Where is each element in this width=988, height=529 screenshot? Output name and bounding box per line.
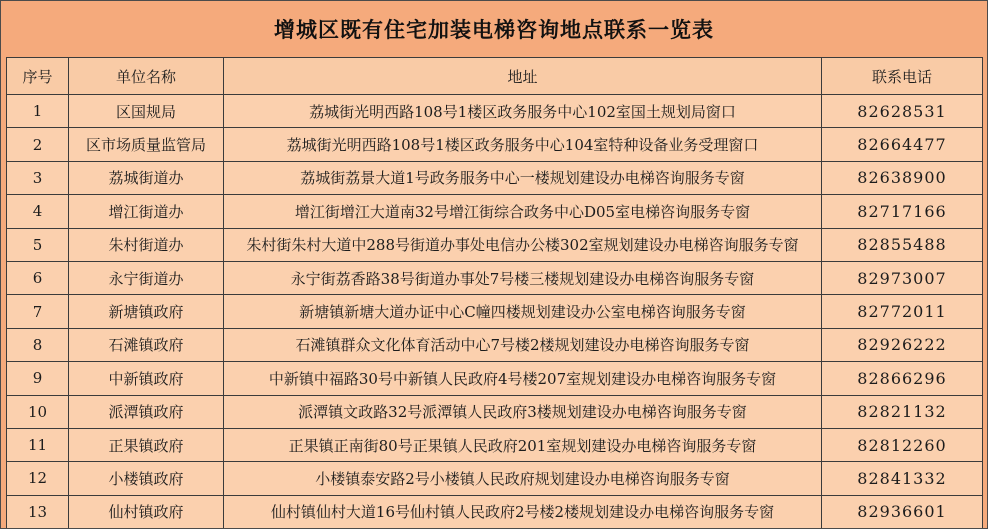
row-number-cell: 8 (7, 328, 69, 361)
address-cell: 派潭镇文政路32号派潭镇人民政府3楼规划建设办电梯咨询服务专窗 (224, 395, 822, 428)
phone-cell: 82772011 (822, 295, 983, 328)
table-row (7, 261, 983, 294)
unit-name-cell: 小楼镇政府 (69, 462, 224, 495)
row-number-cell: 2 (7, 128, 69, 161)
unit-name-cell: 荔城街道办 (69, 161, 224, 194)
phone-cell: 82628531 (822, 95, 983, 128)
table-row (7, 395, 983, 428)
table-row (7, 362, 983, 395)
contact-table (6, 57, 983, 529)
phone-cell: 82664477 (822, 128, 983, 161)
row-number-cell: 11 (7, 428, 69, 461)
unit-name-cell: 派潭镇政府 (69, 395, 224, 428)
phone-cell: 82638900 (822, 161, 983, 194)
phone-cell: 82841332 (822, 462, 983, 495)
unit-name-cell: 增江街道办 (69, 195, 224, 228)
address-cell: 朱村街朱村大道中288号街道办事处电信办公楼302室规划建设办电梯咨询服务专窗 (224, 228, 822, 261)
table-row (7, 95, 983, 128)
header-unit-name: 单位名称 (69, 58, 224, 95)
phone-cell: 82855488 (822, 228, 983, 261)
row-number-cell: 13 (7, 495, 69, 528)
table-row (7, 495, 983, 528)
table-row (7, 161, 983, 194)
phone-cell: 82926222 (822, 328, 983, 361)
unit-name-cell: 朱村街道办 (69, 228, 224, 261)
unit-name-cell: 仙村镇政府 (69, 495, 224, 528)
row-number-cell: 9 (7, 362, 69, 395)
unit-name-cell: 新塘镇政府 (69, 295, 224, 328)
address-cell: 正果镇正南街80号正果镇人民政府201室规划建设办电梯咨询服务专窗 (224, 428, 822, 461)
phone-cell: 82936601 (822, 495, 983, 528)
header-row (7, 58, 983, 95)
table-row (7, 128, 983, 161)
phone-cell: 82973007 (822, 261, 983, 294)
phone-cell: 82821132 (822, 395, 983, 428)
unit-name-cell: 中新镇政府 (69, 362, 224, 395)
header-address: 地址 (224, 58, 822, 95)
table-row (7, 428, 983, 461)
address-cell: 永宁街荔香路38号街道办事处7号楼三楼规划建设办电梯咨询服务专窗 (224, 261, 822, 294)
header-phone: 联系电话 (822, 58, 983, 95)
address-cell: 荔城街荔景大道1号政务服务中心一楼规划建设办电梯咨询服务专窗 (224, 161, 822, 194)
address-cell: 小楼镇泰安路2号小楼镇人民政府规划建设办电梯咨询服务专窗 (224, 462, 822, 495)
row-number-cell: 10 (7, 395, 69, 428)
address-cell: 荔城街光明西路108号1楼区政务服务中心102室国土规划局窗口 (224, 95, 822, 128)
phone-cell: 82866296 (822, 362, 983, 395)
unit-name-cell: 正果镇政府 (69, 428, 224, 461)
page-title: 增城区既有住宅加装电梯咨询地点联系一览表 (274, 18, 714, 42)
header-serial-number: 序号 (7, 58, 69, 95)
table-row (7, 462, 983, 495)
row-number-cell: 4 (7, 195, 69, 228)
unit-name-cell: 石滩镇政府 (69, 328, 224, 361)
row-number-cell: 5 (7, 228, 69, 261)
table-body (7, 95, 983, 529)
address-cell: 新塘镇新塘大道办证中心C幢四楼规划建设办公室电梯咨询服务专窗 (224, 295, 822, 328)
address-cell: 荔城街光明西路108号1楼区政务服务中心104室特种设备业务受理窗口 (224, 128, 822, 161)
phone-cell: 82717166 (822, 195, 983, 228)
phone-cell: 82812260 (822, 428, 983, 461)
unit-name-cell: 永宁街道办 (69, 261, 224, 294)
table-row (7, 295, 983, 328)
unit-name-cell: 区国规局 (69, 95, 224, 128)
row-number-cell: 3 (7, 161, 69, 194)
row-number-cell: 7 (7, 295, 69, 328)
table-row (7, 195, 983, 228)
address-cell: 仙村镇仙村大道16号仙村镇人民政府2号楼2楼规划建设办电梯咨询服务专窗 (224, 495, 822, 528)
unit-name-cell: 区市场质量监管局 (69, 128, 224, 161)
table-row (7, 328, 983, 361)
address-cell: 增江街增江大道南32号增江街综合政务中心D05室电梯咨询服务专窗 (224, 195, 822, 228)
address-cell: 中新镇中福路30号中新镇人民政府4号楼207室规划建设办电梯咨询服务专窗 (224, 362, 822, 395)
row-number-cell: 6 (7, 261, 69, 294)
row-number-cell: 1 (7, 95, 69, 128)
table-row (7, 228, 983, 261)
row-number-cell: 12 (7, 462, 69, 495)
address-cell: 石滩镇群众文化体育活动中心7号楼2楼规划建设办电梯咨询服务专窗 (224, 328, 822, 361)
